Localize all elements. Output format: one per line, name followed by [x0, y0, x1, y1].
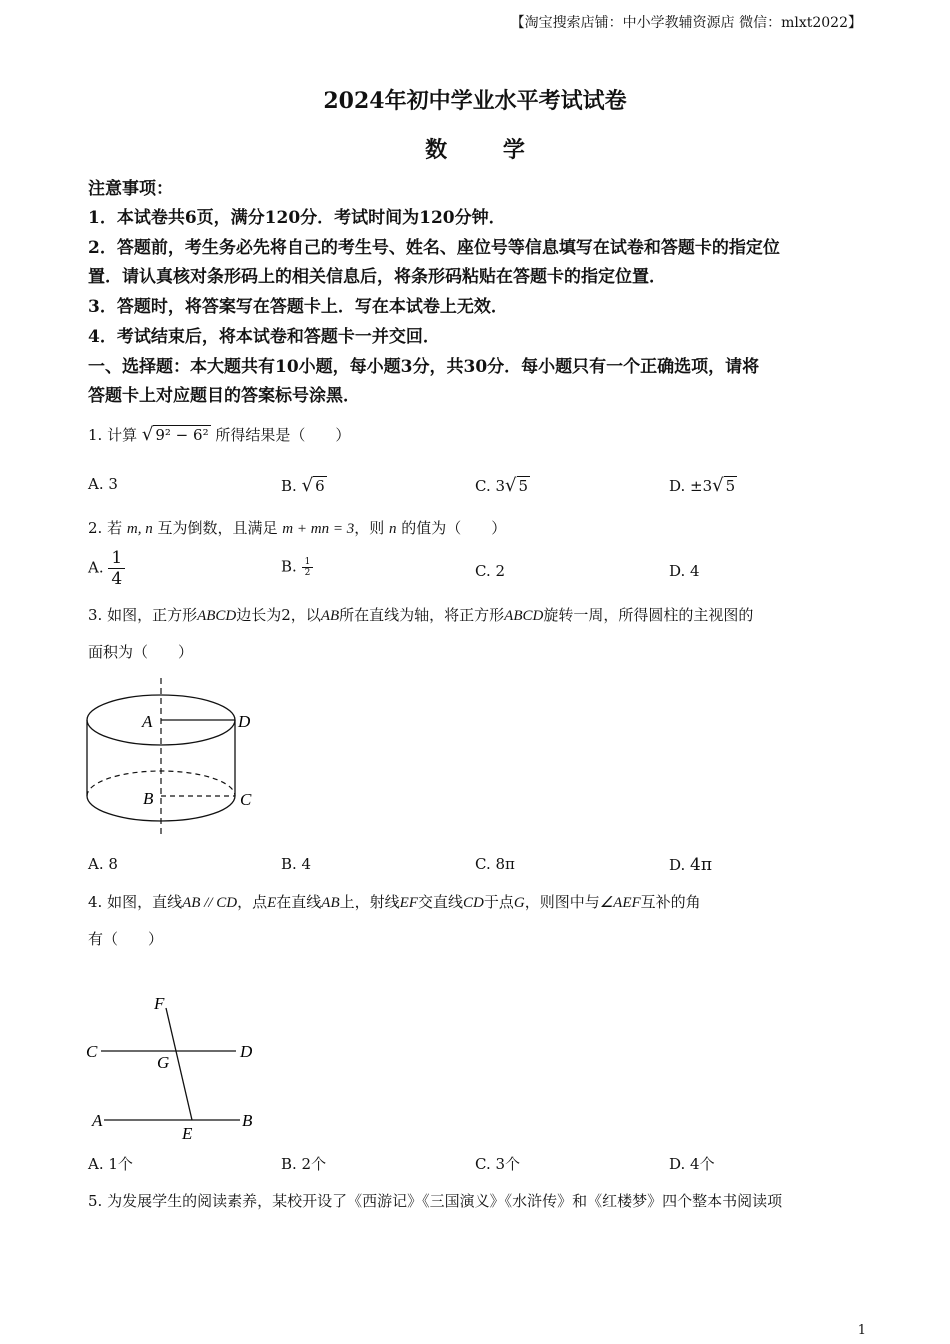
question-3-cont: 面积为（ ） [88, 643, 194, 661]
label-f: F [154, 994, 165, 1013]
q4-option-c: C. 3个 [475, 1155, 521, 1173]
notice-item: 置．请认真核对条形码上的相关信息后，将条形码粘贴在答题卡的指定位置． [88, 267, 666, 287]
q1-option-c [475, 475, 530, 496]
header-note: 【淘宝搜索店铺：中小学教辅资源店 微信：mlxt2022】 [510, 15, 862, 31]
text: 于点 [483, 893, 514, 911]
text: 在直线 [276, 893, 322, 911]
section-heading-cont: 答题卡上对应题目的答案标号涂黑． [88, 386, 360, 406]
denominator: 4 [111, 569, 123, 589]
math-var: CD [462, 895, 484, 911]
fraction [108, 548, 125, 589]
math-var: AB [320, 608, 340, 624]
math-vars: m, n [126, 521, 153, 537]
label-b: B [242, 1111, 253, 1130]
q2-option-c: C. 2 [475, 562, 506, 580]
fraction [302, 557, 314, 578]
math-var: E [267, 895, 277, 911]
radicand: 5 [725, 477, 736, 495]
q3-option-a: A. 8 [88, 855, 118, 873]
label-d: D [238, 712, 251, 731]
q3-option-c: C. 8π [475, 855, 515, 873]
q4-option-b: B. 2个 [281, 1155, 327, 1173]
numerator: 1 [108, 548, 125, 569]
option-label: B. [281, 477, 297, 495]
q2-option-b [281, 557, 313, 578]
subject-title: 数 学 [425, 137, 549, 163]
text: 互为倒数，且满足 [157, 519, 278, 537]
sqrt-symbol: √ [301, 475, 314, 496]
math-var: ABCD [197, 608, 237, 624]
q2-option-a [88, 548, 125, 589]
math-var: AB [321, 895, 340, 911]
math-expr: AB // CD [182, 895, 238, 911]
notice-item: 1．本试卷共6页，满分120分．考试时间为120分钟． [88, 208, 506, 228]
label-c: C [240, 790, 252, 809]
coefficient: 3 [495, 477, 506, 495]
q1-option-b [281, 475, 327, 496]
ray-ef [166, 1008, 192, 1120]
label-e: E [182, 1124, 193, 1143]
text: 3. 如图，正方形 [88, 606, 198, 624]
option-label: D. [669, 856, 686, 874]
text: 4. 如图，直线 [88, 893, 183, 911]
option-label: A. [88, 558, 104, 577]
text: 旋转一周，所得圆柱的主视图的 [543, 606, 754, 624]
q1-prefix: 1. 计算 [88, 426, 138, 444]
page-title: 2024年初中学业水平考试试卷 [323, 88, 627, 114]
option-value: 4π [690, 855, 713, 875]
radicand: 5 [518, 477, 529, 495]
q4-option-d: D. 4个 [669, 1155, 715, 1173]
math-var: G [513, 895, 525, 911]
notice-item: 3．答题时，将答案写在答题卡上．写在本试卷上无效． [88, 297, 508, 317]
question-4 [88, 891, 868, 912]
notice-item: 4．考试结束后，将本试卷和答题卡一并交回． [88, 327, 440, 347]
sqrt-symbol: √ [505, 475, 517, 496]
q1-radicand: 9² − 6² [155, 426, 209, 444]
page-number: 1 [857, 1323, 866, 1338]
denominator: 2 [304, 568, 311, 578]
label-d: D [240, 1042, 253, 1061]
question-3 [88, 604, 868, 625]
math-var: ABCD [504, 608, 544, 624]
label-c: C [86, 1042, 98, 1061]
q1-option-a: A. 3 [88, 475, 118, 493]
text: ，则图中与 [524, 893, 600, 911]
q3-option-d [669, 855, 712, 875]
math-var: EF [399, 895, 418, 911]
math-var: n [389, 521, 397, 537]
option-label: C. [475, 477, 491, 495]
text: 2. 若 [88, 519, 123, 537]
label-b: B [143, 789, 154, 808]
text: 边长为2，以 [236, 606, 321, 624]
q2-option-d: D. 4 [669, 562, 700, 580]
sqrt-symbol: √ [141, 424, 154, 445]
text: 的值为（ ） [401, 519, 507, 537]
question-2 [88, 517, 506, 538]
label-g: G [157, 1053, 170, 1072]
section-heading: 一、选择题：本大题共有10小题，每小题3分，共30分．每小题只有一个正确选项，请将 [88, 357, 760, 377]
q1-suffix: 所得结果是（ ） [215, 426, 351, 444]
question-1 [88, 424, 350, 445]
label-a: A [92, 1111, 103, 1130]
math-expr: ∠AEF [599, 895, 641, 911]
notice-item: 2．答题前，考生务必先将自己的考生号、姓名、座位号等信息填写在试卷和答题卡的指定位 [88, 238, 780, 258]
numerator: 1 [302, 557, 314, 568]
q1-option-d [669, 475, 737, 496]
text: 所在直线为轴，将正方形 [339, 606, 505, 624]
question-4-cont: 有（ ） [88, 930, 164, 948]
sqrt-symbol: √ [712, 475, 724, 496]
text: ，则 [354, 519, 385, 537]
notice-heading: 注意事项： [88, 179, 173, 199]
coefficient: ±3 [690, 477, 713, 495]
option-label: D. [669, 477, 686, 495]
q3-option-b: B. 4 [281, 855, 312, 873]
text: 交直线 [417, 893, 463, 911]
option-label: B. [281, 557, 297, 576]
cylinder-figure [80, 678, 270, 840]
text: ，点 [237, 893, 268, 911]
text: 互补的角 [640, 893, 701, 911]
radicand: 6 [315, 477, 325, 495]
math-equation: m + mn = 3 [282, 521, 355, 537]
q4-option-a: A. 1个 [88, 1155, 133, 1173]
parallel-lines-figure [84, 990, 274, 1145]
text: 上，射线 [339, 893, 400, 911]
question-5: 5. 为发展学生的阅读素养，某校开设了《西游记》《三国演义》《水浒传》和《红楼梦》四个整本书阅读项 [88, 1192, 783, 1210]
label-a: A [142, 712, 153, 731]
